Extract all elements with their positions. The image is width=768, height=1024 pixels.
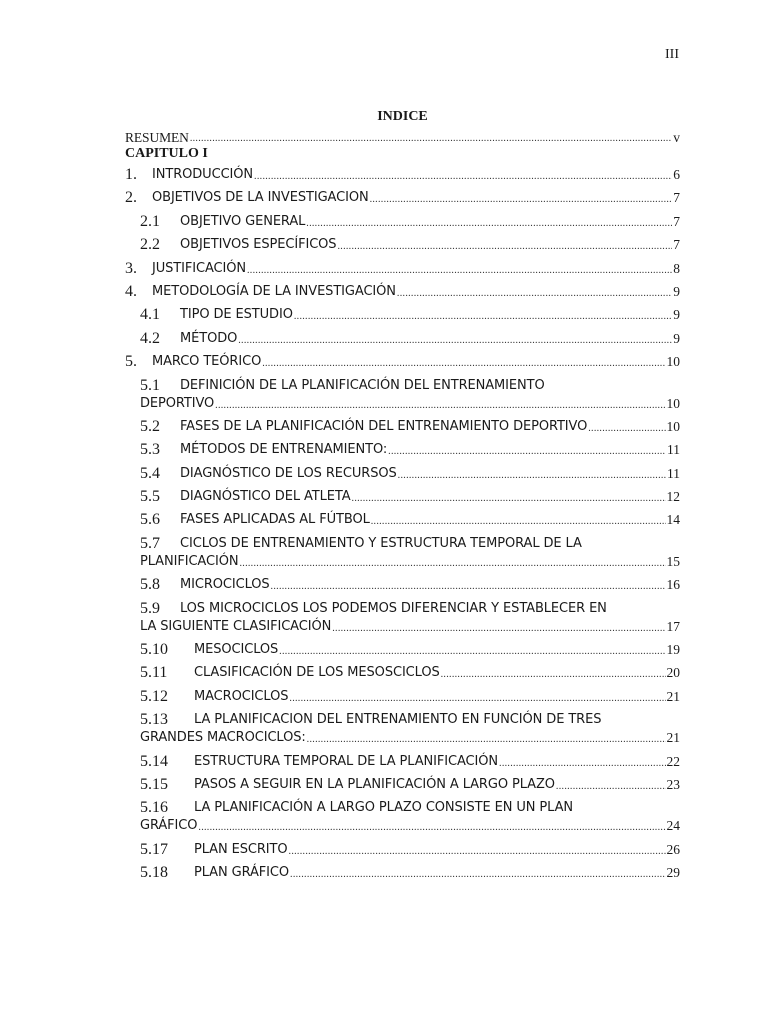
toc-entry-number: 5.2: [140, 417, 160, 435]
leader-dots: [398, 469, 666, 483]
toc-entry[interactable]: [125, 641, 680, 659]
toc-entry-label: LOS MICROCICLOS LOS PODEMOS DIFERENCIAR Y ESTABLECER EN: [180, 600, 607, 616]
toc-entry[interactable]: [125, 600, 680, 636]
toc-entry-page: 16: [666, 577, 680, 593]
table-of-contents: [125, 108, 680, 888]
toc-entry-label: DEFINICIÓN DE LA PLANIFICACIÓN DEL ENTRENAMIENTO: [180, 377, 545, 393]
toc-entry[interactable]: [125, 166, 680, 184]
toc-entry-page: 9: [673, 330, 680, 346]
toc-entry-label-continued: PLANIFICACIÓN: [140, 553, 239, 569]
leader-dots: [289, 845, 666, 859]
toc-entry-label: CLASIFICACIÓN DE LOS MESOSCICLOS: [194, 665, 440, 681]
leader-dots: [388, 445, 666, 459]
toc-entry-number: 5.10: [140, 641, 168, 659]
toc-entry-label: MESOCICLOS: [194, 642, 279, 658]
leader-dots: [190, 132, 672, 146]
toc-entry[interactable]: [125, 511, 680, 529]
toc-entry-label: FASES DE LA PLANIFICACIÓN DEL ENTRENAMIENTO DEPORTIVO: [180, 418, 588, 434]
toc-entry-label: PLAN ESCRITO: [194, 841, 288, 857]
toc-entry-number: 5.1: [140, 376, 160, 394]
toc-entry-number: 2.1: [140, 212, 160, 230]
toc-entry-page: 22: [666, 753, 680, 769]
toc-entry-number: 4.2: [140, 329, 160, 347]
toc-entry-label: MACROCICLOS: [194, 688, 289, 704]
toc-entry[interactable]: [125, 283, 680, 301]
toc-entry[interactable]: [125, 465, 680, 483]
leader-dots: [247, 264, 672, 278]
page-number: III: [665, 47, 679, 62]
toc-entry-label: DIAGNÓSTICO DE LOS RECURSOS: [180, 465, 397, 481]
toc-entry[interactable]: [125, 213, 680, 231]
toc-entry[interactable]: [125, 841, 680, 859]
toc-entry-label: ESTRUCTURA TEMPORAL DE LA PLANIFICACIÓN: [194, 753, 499, 769]
leader-dots: [239, 557, 665, 571]
toc-entry[interactable]: [125, 377, 680, 413]
toc-entry-label: FASES APLICADAS AL FÚTBOL: [180, 512, 370, 528]
toc-entry[interactable]: [125, 776, 680, 794]
toc-entry-page: 17: [666, 618, 680, 634]
leader-dots: [352, 492, 666, 506]
leader-dots: [290, 868, 665, 882]
toc-entry-label: RESUMEN: [125, 130, 189, 145]
toc-entry-number: 5.16: [140, 799, 168, 817]
leader-dots: [254, 170, 672, 184]
toc-entry[interactable]: [125, 189, 680, 207]
toc-entry[interactable]: [125, 260, 680, 278]
toc-entry-number: 5.: [125, 353, 137, 371]
leader-dots: [271, 580, 666, 594]
toc-entry-page: 7: [673, 190, 680, 206]
toc-entry-label: MARCO TEÓRICO: [152, 354, 262, 370]
toc-entry-number: 5.17: [140, 840, 168, 858]
toc-entry[interactable]: [125, 306, 680, 324]
leader-dots: [370, 193, 673, 207]
toc-entry-page: 6: [673, 167, 680, 182]
leader-dots: [279, 645, 665, 659]
toc-entry-number: 5.14: [140, 752, 168, 770]
toc-entry-page: 14: [666, 512, 680, 528]
toc-entry-label: INTRODUCCIÓN: [152, 167, 254, 182]
toc-entry-number: 5.12: [140, 687, 168, 705]
toc-entry-number: 3.: [125, 259, 137, 277]
leader-dots: [307, 733, 666, 747]
toc-entry-label: PASOS A SEGUIR EN LA PLANIFICACIÓN A LARGO PLAZO: [194, 776, 555, 792]
toc-entry-page: 11: [667, 442, 680, 458]
toc-entry-page: v: [673, 130, 680, 145]
toc-entry-label: MÉTODOS DE ENTRENAMIENTO:: [180, 442, 388, 458]
toc-entry-page: 10: [666, 354, 680, 370]
leader-dots: [371, 515, 666, 529]
toc-entry-page: 15: [666, 553, 680, 569]
toc-entry-number: 5.11: [140, 664, 168, 682]
toc-entry-label: OBJETIVO GENERAL: [180, 213, 306, 229]
toc-entry-number: 5.3: [140, 441, 160, 459]
leader-dots: [397, 287, 672, 301]
chapter-heading: CAPITULO I: [125, 146, 208, 161]
leader-dots: [441, 668, 666, 682]
toc-entry[interactable]: [125, 753, 680, 771]
toc-entry[interactable]: [125, 576, 680, 594]
toc-entry-page: 8: [673, 260, 680, 276]
toc-entry[interactable]: [125, 418, 680, 436]
toc-entry-number: 5.13: [140, 711, 168, 729]
toc-entry-page: 10: [666, 395, 680, 411]
toc-entry-page: 23: [666, 776, 680, 792]
toc-entry-label: TIPO DE ESTUDIO: [180, 307, 293, 323]
toc-entry[interactable]: [125, 799, 680, 835]
toc-entry-page: 19: [666, 642, 680, 658]
toc-entry[interactable]: [125, 353, 680, 371]
toc-entry[interactable]: [125, 236, 680, 254]
toc-entry-number: 5.9: [140, 599, 160, 617]
leader-dots: [294, 310, 672, 324]
toc-entry-label-continued: GRANDES MACROCICLOS:: [140, 730, 306, 746]
toc-title: INDICE: [377, 109, 428, 124]
toc-entry-page: 21: [666, 730, 680, 746]
toc-entry-number: 5.7: [140, 534, 160, 552]
toc-entry-page: 20: [666, 665, 680, 681]
leader-dots: [337, 240, 672, 254]
leader-dots: [289, 692, 665, 706]
leader-dots: [215, 399, 665, 413]
toc-entry-page: 12: [666, 489, 680, 505]
toc-entry-number: 2.2: [140, 236, 160, 254]
toc-entry[interactable]: [125, 488, 680, 506]
leader-dots: [332, 622, 665, 636]
toc-entry-page: 9: [673, 307, 680, 323]
toc-entry-resumen[interactable]: [125, 128, 680, 146]
leader-dots: [238, 334, 672, 348]
toc-entry-number: 5.4: [140, 464, 160, 482]
toc-entry-number: 5.18: [140, 864, 168, 882]
toc-entry[interactable]: [125, 664, 680, 682]
toc-entry-number: 5.8: [140, 576, 160, 594]
toc-entry-number: 5.5: [140, 488, 160, 506]
toc-entry-label-continued: GRÁFICO: [140, 818, 198, 834]
toc-entry-page: 11: [667, 465, 680, 481]
toc-entry-number: 5.6: [140, 511, 160, 529]
toc-entry-page: 9: [673, 283, 680, 299]
toc-entry[interactable]: [125, 864, 680, 882]
toc-entry-page: 7: [673, 237, 680, 253]
toc-entry-label: CICLOS DE ENTRENAMIENTO Y ESTRUCTURA TEMPORAL DE LA: [180, 535, 582, 551]
leader-dots: [198, 821, 665, 835]
toc-entry-number: 2.: [125, 189, 137, 207]
toc-entry-label: LA PLANIFICACION DEL ENTRENAMIENTO EN FUNCIÓN DE TRES: [194, 712, 602, 728]
toc-entry-page: 26: [666, 841, 680, 857]
leader-dots: [499, 757, 665, 771]
leader-dots: [262, 357, 665, 371]
toc-entry-label: METODOLOGÍA DE LA INVESTIGACIÓN: [152, 283, 396, 299]
leader-dots: [588, 422, 665, 436]
toc-entry[interactable]: [125, 330, 680, 348]
toc-entry-page: 21: [666, 688, 680, 704]
toc-entry-number: 5.15: [140, 775, 168, 793]
toc-entry-label: DIAGNÓSTICO DEL ATLETA: [180, 489, 351, 505]
toc-entry[interactable]: [125, 535, 680, 571]
toc-entry-number: 4.: [125, 282, 137, 300]
toc-entry-page: 24: [666, 818, 680, 834]
toc-entry-label: JUSTIFICACIÓN: [152, 260, 246, 276]
toc-entry-number: 4.1: [140, 306, 160, 324]
toc-entry-number: 1.: [125, 166, 137, 183]
leader-dots: [306, 217, 672, 231]
toc-entry[interactable]: [125, 711, 680, 747]
toc-entry-page: 29: [666, 865, 680, 881]
toc-entry-label: OBJETIVOS DE LA INVESTIGACION: [152, 190, 369, 206]
toc-entry[interactable]: [125, 688, 680, 706]
toc-entry[interactable]: [125, 441, 680, 459]
toc-entry-page: 7: [673, 213, 680, 229]
toc-entry-label-continued: DEPORTIVO: [140, 395, 215, 411]
toc-entry-label: MÉTODO: [180, 330, 238, 346]
toc-entry-label: OBJETIVOS ESPECÍFICOS: [180, 237, 337, 253]
toc-entry-label-continued: LA SIGUIENTE CLASIFICACIÓN: [140, 618, 332, 634]
toc-entry-label: MICROCICLOS: [180, 577, 270, 593]
toc-entry-page: 10: [666, 418, 680, 434]
toc-entry-label: LA PLANIFICACIÓN A LARGO PLAZO CONSISTE EN UN PLAN: [194, 800, 574, 816]
leader-dots: [556, 780, 666, 794]
toc-entry-label: PLAN GRÁFICO: [194, 865, 290, 881]
